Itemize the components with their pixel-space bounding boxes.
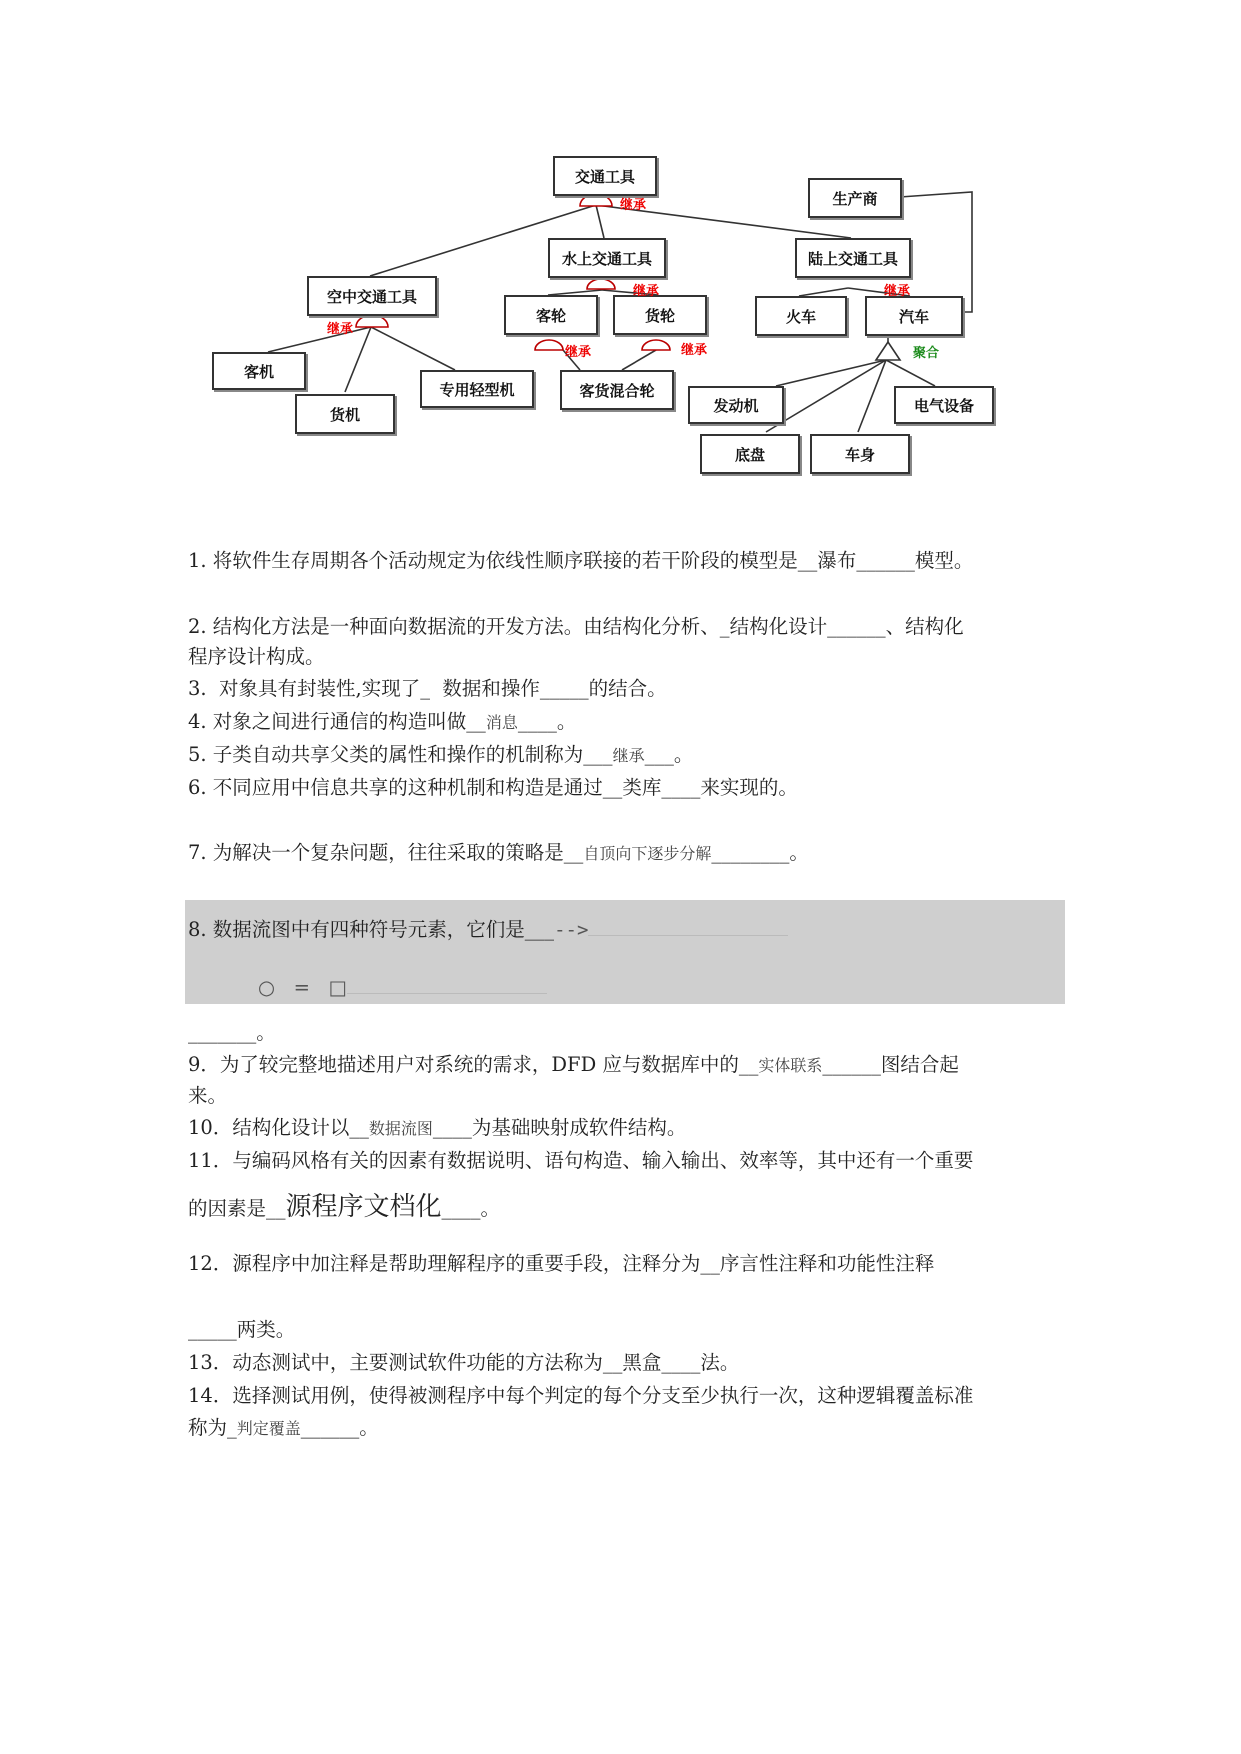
- q9-line2: 来。: [188, 1084, 228, 1107]
- question-10: [188, 1113, 686, 1144]
- inherit-label: 继承: [327, 322, 354, 337]
- question-1: [188, 546, 973, 576]
- q12-suffix: _____两类。: [188, 1318, 296, 1341]
- q8-blank-line: [588, 921, 788, 936]
- q3-prefix: 3. 对象具有封装性,实现了_: [188, 677, 443, 700]
- q3-suffix: _____的结合。: [539, 677, 667, 700]
- inherit-label: 继承: [620, 198, 647, 213]
- node-train: 火车: [755, 296, 847, 336]
- q11-suffix: ____。: [441, 1197, 501, 1220]
- q8-prefix: 8. 数据流图中有四种符号元素，它们是___: [188, 918, 555, 941]
- q6-prefix: 6. 不同应用中信息共享的这种机制和构造是通过__: [188, 776, 623, 799]
- q13-prefix: 13．动态测试中，主要测试软件功能的方法称为__: [188, 1351, 623, 1374]
- node-land-vehicle: 陆上交通工具: [795, 238, 911, 278]
- node-light-plane: 专用轻型机: [420, 370, 534, 408]
- question-4: [188, 707, 576, 738]
- question-11-line2: [188, 1192, 500, 1224]
- q14-answer: 判定覆盖: [236, 1419, 301, 1438]
- node-passenger-ship: 客轮: [504, 295, 598, 335]
- q5-suffix: ___。: [644, 743, 694, 766]
- q10-suffix: ____为基础映射成软件结构。: [432, 1116, 687, 1139]
- q1-prefix: 1. 将软件生存周期各个活动规定为依线性顺序联接的若干阶段的模型是__: [188, 549, 818, 572]
- question-5: [188, 740, 693, 771]
- inherit-label: 继承: [681, 343, 708, 358]
- q13-answer: 黑盒: [622, 1351, 662, 1374]
- node-airliner: 客机: [212, 352, 306, 390]
- question-11: [188, 1146, 973, 1176]
- node-vehicle: 交通工具: [553, 156, 657, 196]
- question-3: [188, 674, 667, 704]
- q7-answer: 自顶向下逐步分解: [583, 844, 712, 863]
- question-7: [188, 838, 809, 869]
- q14-line1: 14．选择测试用例，使得被测程序中每个判定的每个分支至少执行一次，这种逻辑覆盖标准: [188, 1384, 974, 1407]
- inherit-label: 继承: [884, 284, 911, 299]
- q7-prefix: 7. 为解决一个复杂问题，往往采取的策略是__: [188, 841, 584, 864]
- class-diagram: [0, 0, 1241, 500]
- node-cargo-ship: 货轮: [613, 295, 707, 335]
- question-6: [188, 773, 798, 803]
- q4-suffix: ____。: [517, 710, 577, 733]
- q14-suffix: ______。: [300, 1416, 379, 1439]
- question-14: [188, 1381, 973, 1411]
- q6-suffix: ____来实现的。: [661, 776, 798, 799]
- q12-prefix: 12．源程序中加注释是帮助理解程序的重要手段，注释分为__: [188, 1252, 720, 1275]
- question-12: [188, 1249, 934, 1279]
- question-14-line2: [188, 1413, 379, 1444]
- aggregate-label: 聚合: [913, 346, 940, 361]
- node-cargo-plane: 货机: [295, 394, 395, 434]
- q1-answer: 瀑布: [817, 549, 857, 572]
- q12-answer: 序言性注释和功能性注释: [719, 1252, 935, 1275]
- q11-answer: 源程序文档化: [285, 1192, 442, 1222]
- q8-arrow-symbol: -->: [554, 919, 589, 941]
- q13-suffix: ____法。: [661, 1351, 740, 1374]
- q7-suffix: ________。: [711, 841, 809, 864]
- question-9: [188, 1050, 959, 1111]
- q9-suffix: ______图结合起: [822, 1053, 959, 1076]
- question-2: [188, 612, 964, 672]
- q2-line2: 程序设计构成。: [188, 645, 325, 668]
- q5-prefix: 5. 子类自动共享父类的属性和操作的机制称为___: [188, 743, 613, 766]
- question-8: [188, 915, 788, 945]
- q5-answer: 继承: [612, 746, 645, 765]
- node-mixed-ship: 客货混合轮: [560, 370, 674, 410]
- node-electric-equipment: 电气设备: [894, 386, 994, 424]
- node-air-vehicle: 空中交通工具: [307, 276, 437, 316]
- q14-prefix: 称为_: [188, 1416, 237, 1439]
- q1-suffix: ______模型。: [856, 549, 974, 572]
- q8-blank-line-2: [347, 979, 547, 994]
- node-car: 汽车: [865, 296, 963, 336]
- node-manufacturer: 生产商: [808, 178, 902, 218]
- node-chassis: 底盘: [700, 434, 800, 474]
- q2-answer: 结构化设计: [729, 615, 828, 638]
- q8-symbols-line: [258, 973, 547, 1003]
- inherit-label: 继承: [633, 284, 660, 299]
- question-12-line2: [188, 1315, 295, 1345]
- node-car-body: 车身: [810, 434, 910, 474]
- q4-answer: 消息: [485, 713, 518, 732]
- inherit-label: 继承: [565, 345, 592, 360]
- q8-symbols: ○ = □: [258, 976, 347, 999]
- q11-line1: 11．与编码风格有关的因素有数据说明、语句构造、输入输出、效率等，其中还有一个重要: [188, 1149, 974, 1172]
- q2-prefix: 2. 结构化方法是一种面向数据流的开发方法。由结构化分析、_: [188, 615, 730, 638]
- q8-tail-text: _______。: [188, 1021, 276, 1044]
- question-13: [188, 1348, 739, 1378]
- q2-suffix: ______、结构化: [827, 615, 964, 638]
- q10-answer: 数据流图: [368, 1119, 433, 1138]
- q6-answer: 类库: [622, 776, 662, 799]
- q10-prefix: 10．结构化设计以__: [188, 1116, 369, 1139]
- q9-prefix: 9．为了较完整地描述用户对系统的需求，DFD 应与数据库中的__: [188, 1053, 759, 1076]
- node-engine: 发动机: [688, 386, 784, 424]
- node-water-vehicle: 水上交通工具: [548, 238, 666, 278]
- q9-answer: 实体联系: [758, 1056, 823, 1075]
- q11-prefix: 的因素是__: [188, 1197, 286, 1220]
- q3-answer: 数据和操作: [442, 677, 540, 700]
- q8-tail: [188, 1018, 276, 1048]
- q4-prefix: 4. 对象之间进行通信的构造叫做__: [188, 710, 486, 733]
